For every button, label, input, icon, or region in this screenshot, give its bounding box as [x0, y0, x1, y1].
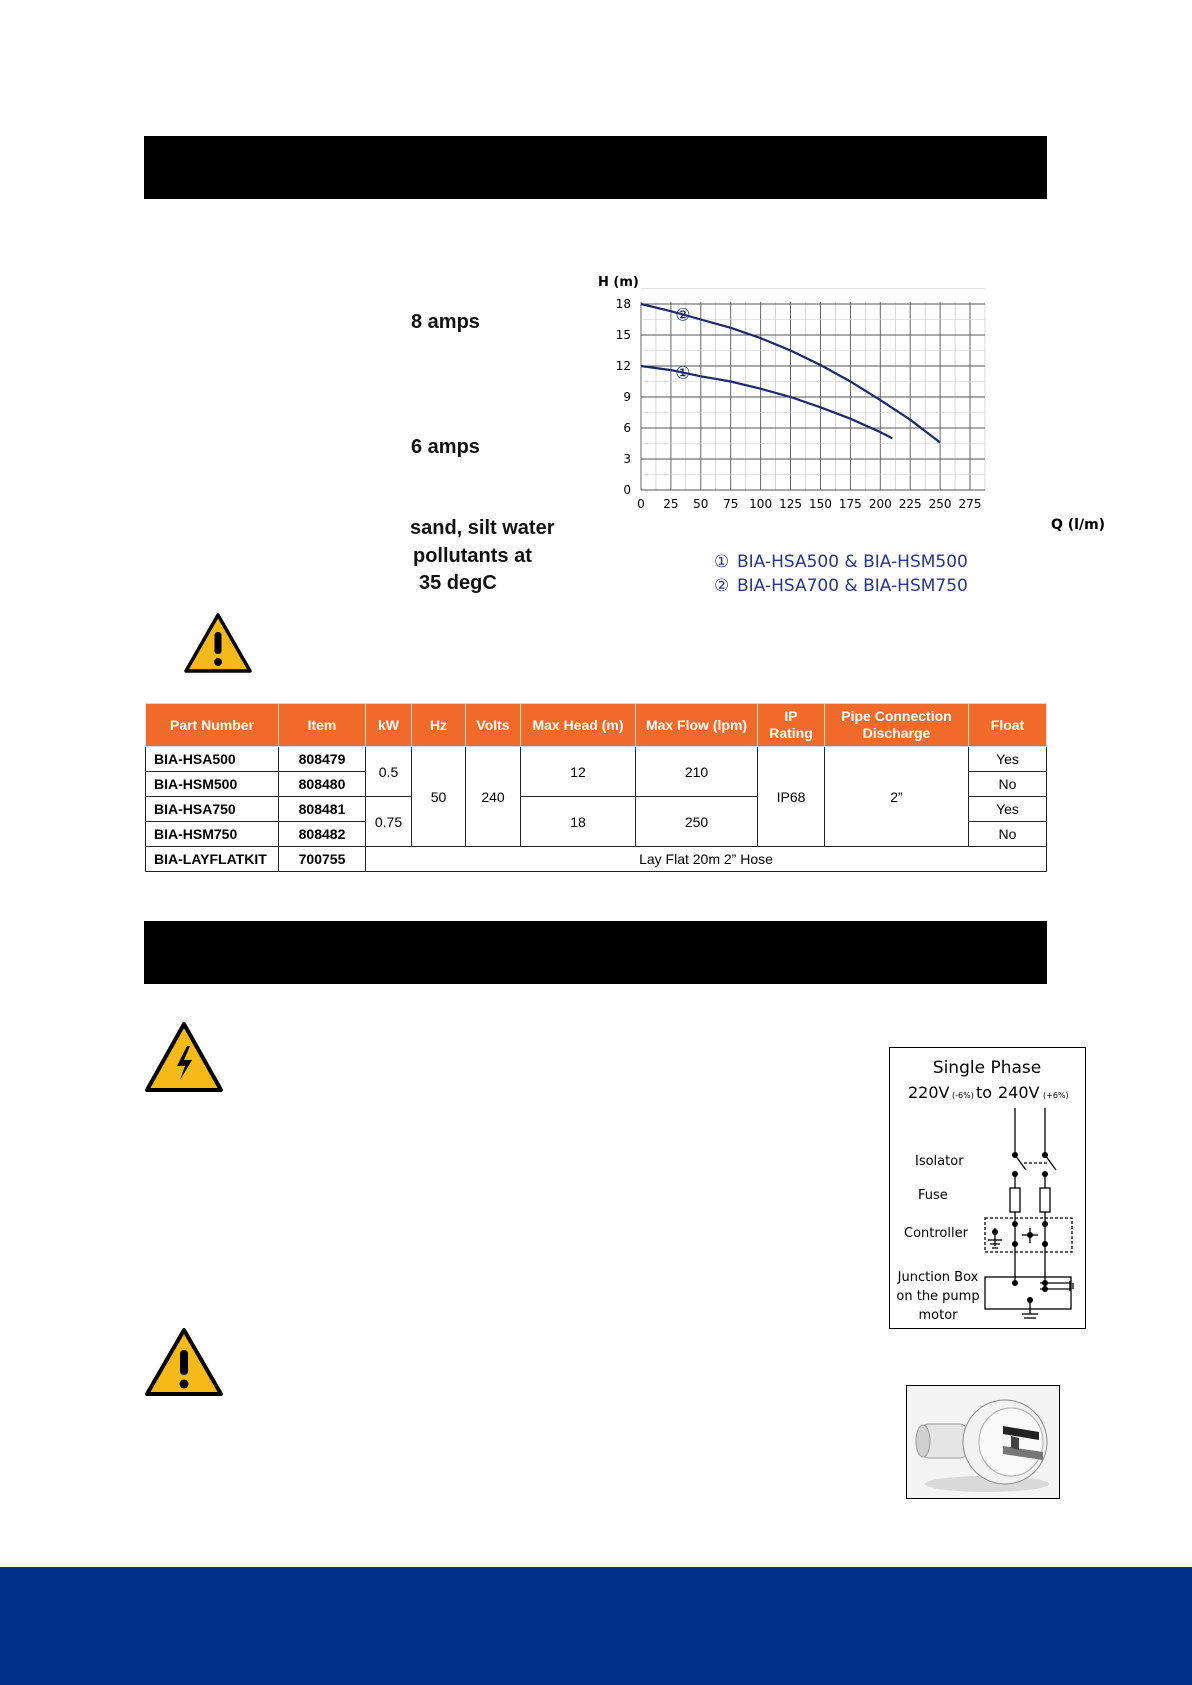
footer-bar: [0, 1567, 1192, 1685]
performance-chart: [590, 270, 1110, 605]
y-tick-label: 15: [615, 328, 631, 342]
cell-kw: 0.5: [366, 747, 412, 797]
wiring-v-low-tol: (-6%): [952, 1091, 974, 1100]
cell-pipe: 2”: [825, 747, 969, 847]
y-tick-label: 18: [615, 297, 631, 311]
x-tick-label: 25: [663, 497, 679, 511]
chart-grid: [641, 289, 985, 491]
th-max-flow: Max Flow (lpm): [636, 704, 758, 747]
y-tick-label: 3: [623, 452, 631, 466]
wiring-isolator-label: Isolator: [915, 1154, 964, 1169]
electrical-hazard-icon: [143, 1020, 225, 1094]
spec-solids-line1: sand, silt water: [410, 517, 555, 539]
series-marker-1: ①: [675, 363, 691, 384]
legend-marker-1: ①: [714, 552, 730, 572]
wiring-fuse-label: Fuse: [918, 1188, 948, 1203]
x-tick-label: 250: [928, 497, 952, 511]
spec-table: [145, 703, 1047, 872]
plug-icon: [907, 1386, 1059, 1498]
x-tick-label: 0: [637, 497, 645, 511]
cell-flow: 210: [636, 747, 758, 797]
legend-label-1: BIA-HSA500 & BIA-HSM500: [737, 552, 968, 572]
cell-item: 700755: [279, 847, 366, 872]
th-part-number: Part Number: [146, 704, 279, 747]
x-tick-label: 175: [838, 497, 862, 511]
cell-part: BIA-HSA750: [146, 797, 279, 822]
x-tick-label: 100: [749, 497, 773, 511]
y-tick-label: 0: [623, 483, 631, 497]
legend-label-2: BIA-HSA700 & BIA-HSM750: [737, 576, 968, 596]
series-marker-2: ②: [675, 305, 691, 326]
cell-float: No: [969, 772, 1047, 797]
table-row: [146, 747, 1047, 772]
x-tick-label: 125: [779, 497, 802, 511]
wiring-schematic: [890, 1048, 1085, 1328]
cell-item: 808479: [279, 747, 366, 772]
x-tick-label: 225: [898, 497, 922, 511]
section-header-bar-top: [144, 136, 1047, 199]
x-tick-label: 150: [809, 497, 832, 511]
cell-ip: IP68: [758, 747, 825, 847]
x-tick-label: 50: [693, 497, 709, 511]
cell-part: BIA-HSA500: [146, 747, 279, 772]
spec-current-1: 8 amps: [411, 311, 480, 333]
wiring-jb-line2: on the pump: [896, 1289, 980, 1304]
th-pipe-line2: Discharge: [862, 725, 931, 741]
cell-kw: 0.75: [366, 797, 412, 847]
wiring-v-low: 220V: [908, 1083, 950, 1102]
cell-head: 12: [521, 747, 636, 797]
spec-solids-line3: 35 degC: [419, 572, 497, 594]
legend-marker-2: ②: [714, 576, 730, 596]
cell-part: BIA-HSM750: [146, 822, 279, 847]
wiring-to: to: [976, 1083, 993, 1102]
th-volts: Volts: [466, 704, 521, 747]
th-hz: Hz: [412, 704, 466, 747]
chart-x-label: Q (l/m): [1051, 517, 1106, 533]
th-kw: kW: [366, 704, 412, 747]
cell-part: BIA-LAYFLATKIT: [146, 847, 279, 872]
spec-current-2: 6 amps: [411, 436, 480, 458]
wiring-jb-line1: Junction Box: [897, 1270, 979, 1285]
wiring-jb-line3: motor: [918, 1308, 958, 1323]
cell-float: Yes: [969, 797, 1047, 822]
x-tick-label: 75: [723, 497, 739, 511]
cell-head: 18: [521, 797, 636, 847]
chart-x-ticks: [637, 497, 981, 511]
cell-hz: 50: [412, 747, 466, 847]
th-item: Item: [279, 704, 366, 747]
wiring-diagram: [889, 1047, 1086, 1329]
th-ip-line1: IP: [784, 708, 798, 724]
y-tick-label: 12: [615, 359, 631, 373]
y-tick-label: 9: [623, 390, 631, 404]
plug-image: [906, 1385, 1060, 1499]
wiring-v-high-tol: (+6%): [1043, 1091, 1069, 1100]
cell-part: BIA-HSM500: [146, 772, 279, 797]
cell-accessory-desc: Lay Flat 20m 2” Hose: [366, 847, 1047, 872]
warning-icon: [143, 1326, 225, 1398]
table-row-accessory: [146, 847, 1047, 872]
x-tick-label: 200: [868, 497, 892, 511]
chart-y-label: H (m): [598, 275, 639, 290]
th-pipe-connection: [825, 704, 969, 747]
th-float: Float: [969, 704, 1047, 747]
y-tick-label: 6: [623, 421, 631, 435]
wiring-v-high: 240V: [998, 1083, 1040, 1102]
th-max-head: Max Head (m): [521, 704, 636, 747]
x-tick-label: 275: [958, 497, 982, 511]
cell-item: 808480: [279, 772, 366, 797]
section-header-bar-bottom: [144, 921, 1047, 984]
cell-float: No: [969, 822, 1047, 847]
wiring-title: Single Phase: [932, 1058, 1042, 1078]
chart-y-ticks: [616, 297, 631, 497]
cell-float: Yes: [969, 747, 1047, 772]
warning-icon: [183, 612, 253, 674]
th-ip-rating: [758, 704, 825, 747]
cell-item: 808482: [279, 822, 366, 847]
cell-flow: 250: [636, 797, 758, 847]
cell-volts: 240: [466, 747, 521, 847]
spec-solids-line2: pollutants at: [413, 545, 532, 567]
chart-legend: [714, 552, 968, 596]
th-ip-line2: Rating: [769, 725, 813, 741]
wiring-controller-label: Controller: [904, 1226, 968, 1241]
th-pipe-line1: Pipe Connection: [841, 708, 952, 724]
cell-item: 808481: [279, 797, 366, 822]
